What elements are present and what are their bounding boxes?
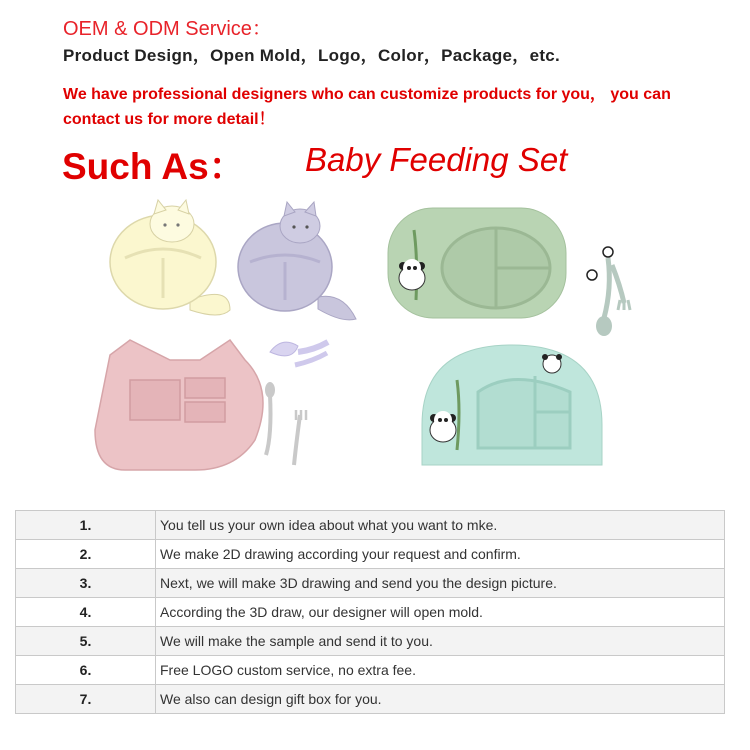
- cream-cat-plate: [110, 200, 230, 315]
- table-row: [16, 540, 725, 569]
- oem-subtitle: Product Design，Open Mold，Logo，Color，Package，etc.: [63, 46, 561, 65]
- table-row: [16, 656, 725, 685]
- such-as-label: Such As：: [62, 146, 246, 187]
- step-number: 5.: [16, 627, 156, 656]
- step-text: You tell us your own idea about what you want to mke.: [156, 511, 725, 540]
- step-text: We make 2D drawing according your request and confirm.: [156, 540, 725, 569]
- feeding-set-illustration: [0, 195, 750, 495]
- panda-cutlery: [587, 247, 630, 336]
- step-number: 2.: [16, 540, 156, 569]
- step-text: Free LOGO custom service, no extra fee.: [156, 656, 725, 685]
- product-title: Baby Feeding Set: [305, 141, 568, 178]
- grey-cutlery: [265, 382, 306, 465]
- steps-table: [15, 510, 725, 714]
- table-row: [16, 511, 725, 540]
- step-text: We also can design gift box for you.: [156, 685, 725, 714]
- green-panda-plate: [388, 208, 566, 318]
- step-text: Next, we will make 3D drawing and send you the design picture.: [156, 569, 725, 598]
- oem-title: OEM & ODM Service：: [63, 18, 272, 40]
- mint-panda-plate: [422, 345, 602, 465]
- step-number: 1.: [16, 511, 156, 540]
- table-row: [16, 685, 725, 714]
- step-number: 6.: [16, 656, 156, 685]
- step-number: 3.: [16, 569, 156, 598]
- lavender-cat-plate: [238, 202, 356, 320]
- step-text: According the 3D draw, our designer will open mold.: [156, 598, 725, 627]
- lavender-cutlery: [270, 342, 328, 365]
- step-number: 4.: [16, 598, 156, 627]
- step-number: 7.: [16, 685, 156, 714]
- description-text: We have professional designers who can customize products for you， you can contact us for more detail！: [63, 86, 671, 128]
- step-text: We will make the sample and send it to you.: [156, 627, 725, 656]
- pink-cat-plate: [95, 340, 263, 470]
- table-row: [16, 627, 725, 656]
- table-row: [16, 598, 725, 627]
- table-row: [16, 569, 725, 598]
